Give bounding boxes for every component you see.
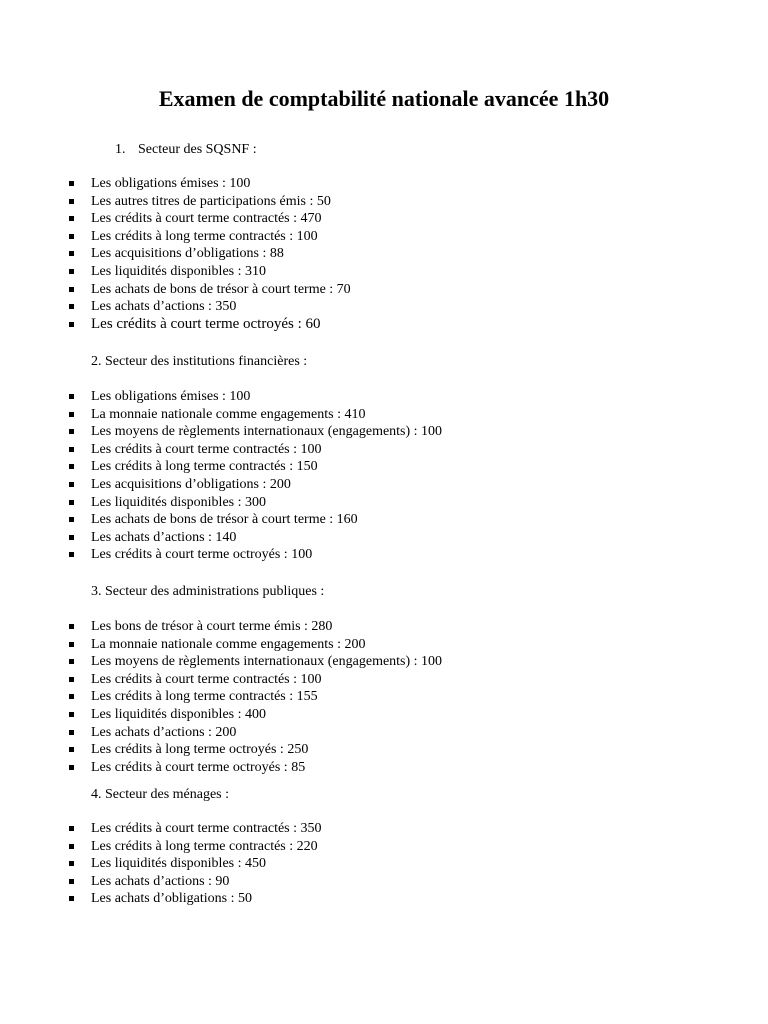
section-heading-text: Secteur des administrations publiques : (105, 584, 325, 599)
square-bullet-icon (69, 861, 74, 866)
list-item (0, 724, 768, 742)
square-bullet-icon (69, 642, 74, 647)
square-bullet-icon (69, 482, 74, 487)
list-item (0, 838, 768, 856)
list-item-text: Les crédits à long terme contractés : 155 (91, 689, 318, 705)
list-item (0, 388, 768, 406)
list-item-text: Les acquisitions d’obligations : 200 (91, 476, 291, 492)
square-bullet-icon (69, 694, 74, 699)
list-item (0, 441, 768, 459)
section-list (0, 618, 768, 776)
square-bullet-icon (69, 464, 74, 469)
section-number: 4. (91, 787, 102, 802)
list-item-text: Les crédits à court terme contractés : 350 (91, 821, 322, 836)
list-item (0, 688, 768, 706)
square-bullet-icon (69, 552, 74, 557)
list-item (0, 193, 768, 211)
square-bullet-icon (69, 304, 74, 309)
square-bullet-icon (69, 322, 74, 327)
square-bullet-icon (69, 447, 74, 452)
section-heading-text: Secteur des ménages : (105, 787, 230, 802)
list-item-text: Les crédits à court terme contractés : 100 (91, 441, 322, 457)
list-item-text: La monnaie nationale comme engagements : 200 (91, 636, 366, 652)
section-heading (91, 786, 229, 804)
list-item (0, 529, 768, 547)
square-bullet-icon (69, 730, 74, 735)
square-bullet-icon (69, 269, 74, 274)
square-bullet-icon (69, 234, 74, 239)
section-list (0, 388, 768, 564)
list-item-text: Les acquisitions d’obligations : 88 (91, 246, 284, 262)
list-item (0, 618, 768, 636)
square-bullet-icon (69, 181, 74, 186)
list-item (0, 281, 768, 299)
list-item-text: Les achats d’actions : 350 (91, 299, 237, 315)
list-item-text: Les crédits à court terme contractés : 470 (91, 211, 322, 227)
square-bullet-icon (69, 659, 74, 664)
list-item-text: Les crédits à long terme contractés : 150 (91, 459, 318, 475)
list-item-text: Les crédits à long terme contractés : 220 (91, 838, 318, 854)
square-bullet-icon (69, 412, 74, 417)
list-item (0, 458, 768, 476)
square-bullet-icon (69, 517, 74, 522)
list-item (0, 316, 768, 334)
square-bullet-icon (69, 251, 74, 256)
square-bullet-icon (69, 199, 74, 204)
list-item-text: Les crédits à court terme octroyés : 85 (91, 759, 306, 775)
list-item-text: Les liquidités disponibles : 400 (91, 706, 266, 722)
list-item (0, 423, 768, 441)
list-item (0, 494, 768, 512)
square-bullet-icon (69, 677, 74, 682)
list-item-text: Les bons de trésor à court terme émis : 280 (91, 619, 333, 634)
square-bullet-icon (69, 394, 74, 399)
list-item (0, 820, 768, 838)
list-item (0, 406, 768, 424)
square-bullet-icon (69, 712, 74, 717)
list-item (0, 245, 768, 263)
section-heading (91, 583, 324, 601)
square-bullet-icon (69, 500, 74, 505)
section-number: 2. (91, 354, 102, 369)
square-bullet-icon (69, 535, 74, 540)
list-item (0, 636, 768, 654)
list-item (0, 706, 768, 724)
section-list (0, 820, 768, 908)
section-list (0, 175, 768, 333)
square-bullet-icon (69, 624, 74, 629)
square-bullet-icon (69, 879, 74, 884)
list-item (0, 546, 768, 564)
list-item-text: Les obligations émises : 100 (91, 176, 251, 191)
list-item (0, 511, 768, 529)
list-item (0, 228, 768, 246)
list-item (0, 175, 768, 193)
list-item-text: Les crédits à long terme octroyés : 250 (91, 742, 309, 758)
section-number: 3. (91, 584, 102, 599)
square-bullet-icon (69, 216, 74, 221)
list-item (0, 890, 768, 908)
square-bullet-icon (69, 747, 74, 752)
list-item (0, 671, 768, 689)
list-item-text: Les liquidités disponibles : 450 (91, 856, 266, 872)
list-item (0, 263, 768, 281)
document-title: Examen de comptabilité nationale avancée 1h30 (158, 86, 610, 111)
section-number: 1. (115, 142, 126, 157)
square-bullet-icon (69, 844, 74, 849)
list-item-text: Les achats de bons de trésor à court terme : 70 (91, 281, 351, 297)
list-item-text: Les crédits à court terme octroyés : 100 (91, 547, 313, 563)
list-item (0, 653, 768, 671)
square-bullet-icon (69, 826, 74, 831)
list-item (0, 855, 768, 873)
list-item (0, 210, 768, 228)
list-item-text: Les achats d’actions : 200 (91, 724, 237, 740)
list-item-text: Les autres titres de participations émis : 50 (91, 193, 331, 209)
list-item-text: Les liquidités disponibles : 310 (91, 263, 266, 279)
list-item (0, 741, 768, 759)
square-bullet-icon (69, 429, 74, 434)
list-item-text: Les achats d’obligations : 50 (91, 891, 252, 907)
list-item-text: Les moyens de règlements internationaux (engagements) : 100 (91, 424, 443, 440)
list-item-text: Les obligations émises : 100 (91, 389, 251, 404)
square-bullet-icon (69, 287, 74, 292)
list-item-text: Les crédits à court terme contractés : 100 (91, 671, 322, 687)
list-item-text: Les achats de bons de trésor à court terme : 160 (91, 512, 358, 528)
list-item (0, 476, 768, 494)
section-heading-text: Secteur des institutions financières : (105, 354, 308, 369)
list-item-text: Les crédits à court terme octroyés : 60 (91, 315, 321, 332)
square-bullet-icon (69, 896, 74, 901)
section-heading (91, 353, 307, 371)
list-item-text: Les moyens de règlements internationaux (engagements) : 100 (91, 654, 443, 670)
section-heading-text: Secteur des SQSNF : (138, 142, 257, 157)
list-item (0, 759, 768, 777)
list-item-text: Les crédits à long terme contractés : 100 (91, 228, 318, 244)
list-item (0, 298, 768, 316)
section-heading (115, 141, 257, 159)
list-item-text: Les achats d’actions : 90 (91, 873, 230, 889)
list-item-text: La monnaie nationale comme engagements : 410 (91, 406, 366, 422)
square-bullet-icon (69, 765, 74, 770)
list-item (0, 873, 768, 891)
list-item-text: Les achats d’actions : 140 (91, 529, 237, 545)
list-item-text: Les liquidités disponibles : 300 (91, 494, 266, 510)
